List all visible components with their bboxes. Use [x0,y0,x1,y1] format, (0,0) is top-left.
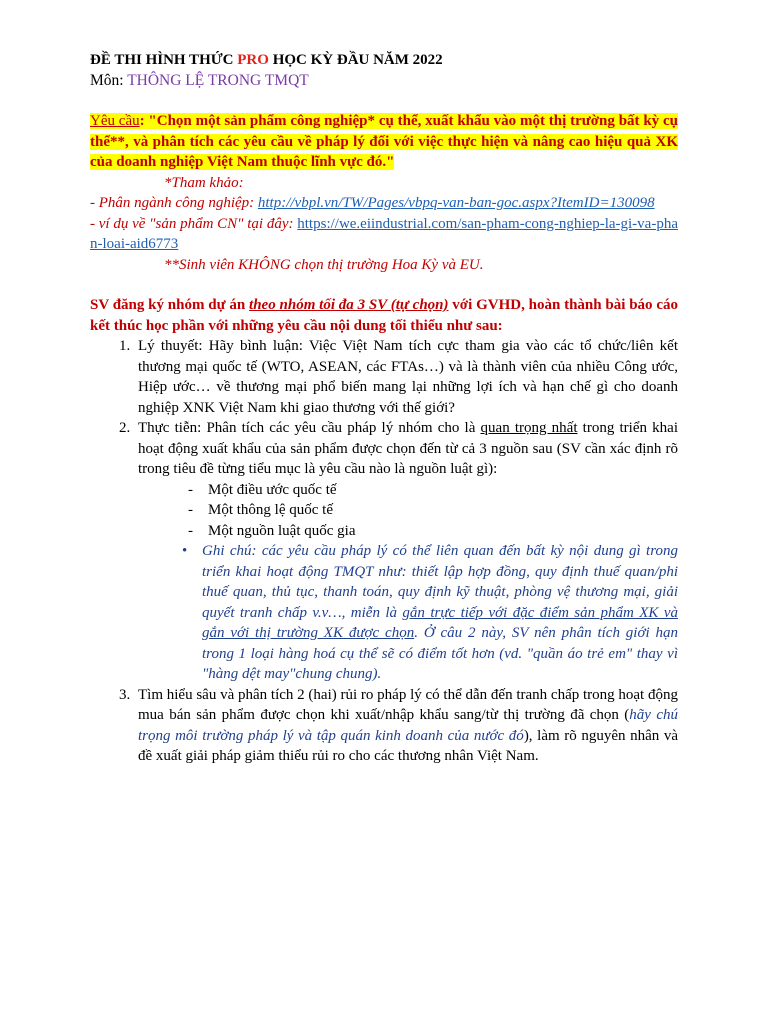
subject-line [90,71,678,92]
exam-title [90,50,678,71]
requirements-list [90,336,678,767]
list-item [134,685,678,767]
requirement-text: : "Chọn một sản phẩm công nghiệp* cụ thể, xuất khẩu vào một thị trường bất kỳ cụ thể**, và phân tích các yêu cầu về pháp lý đối với việc thực hiện và nâng cao hiệu quả XK của doanh nghiệp Việt Nam thuộc lĩnh vực đó." [90,113,678,170]
item-3-text-end: ), làm rõ nguyên nhân và đề xuất giải pháp giảm thiểu rủi ro cho các thương nhân Việt Nam. [138,727,678,764]
title-text-end: HỌC KỲ ĐẦU NĂM 2022 [268,52,443,68]
item-1-text: Lý thuyết: Hãy bình luận: Việc Việt Nam tích cực tham gia vào các tổ chức/liên kết thương mại quốc tế (WTO, ASEAN, các FTAs…) và là thành viên của nhiều Công ước, Hiệp ước… về thương mại phổ biến mang lại những lợi ích và hạn chế gì cho doanh nghiệp XNK Việt Nam khi giao thương với thế giới? [138,338,678,416]
market-note: **Sinh viên KHÔNG chọn thị trường Hoa Kỳ và EU. [164,256,484,273]
list-item [134,418,678,685]
reference-item-2-label: - ví dụ về "sản phẩm CN" tại đây: [90,215,298,232]
list-item: - Một nguồn luật quốc gia [188,521,678,542]
note-underline: gắn trực tiếp với đặc điểm sản phẩm XK và gắn với thị trường XK được chọn [202,604,678,641]
list-item: - Một điều ước quốc tế [188,480,678,501]
item-2-text-end: trong triển khai hoạt động xuất khẩu của sản phẩm được chọn đến từ cả 3 nguồn sau (SV cần xác định rõ trong tiêu đề từng tiểu mục là yêu cầu nào là nguồn luật gì): [138,420,678,477]
registration-text-end: với GVHD, hoàn thành bài báo cáo kết thúc học phần với những yêu cầu nội dung tối thiểu như sau: [90,297,678,334]
note-item [182,541,678,685]
note-text-end: . Ở câu 2 này, SV nên phân tích giới hạn trong 1 loại hàng hoá cụ thể sẽ có điểm tốt hơn (vd. "quần áo trẻ em" thay vì "hàng dệt may"chung chung). [202,625,679,682]
reference-item-1 [90,193,678,214]
title-text: ĐỀ THI HÌNH THỨC [90,52,238,68]
reference-link-2[interactable]: https://we.eiindustrial.com/san-pham-cong-nghiep-la-gi-va-phan-loai-aid6773 [90,215,678,252]
reference-link-1[interactable]: http://vbpl.vn/TW/Pages/vbpq-van-ban-goc.aspx?ItemID=130098 [257,195,655,211]
item-3-text: Tìm hiểu sâu và phân tích 2 (hai) rủi ro pháp lý có thể dẫn đến tranh chấp trong hoạt động mua bán sản phẩm được chọn khi xuất/nhập khẩu sang/từ thị trường đã chọn ( [138,686,678,723]
requirement-paragraph [90,111,678,173]
list-item: - Một thông lệ quốc tế [188,500,678,521]
item-2-text: Thực tiễn: Phân tích các yêu cầu pháp lý nhóm cho là [138,420,481,436]
source-list [138,480,678,542]
item-2-underline: quan trọng nhất [480,420,578,436]
title-pro: PRO [237,52,269,68]
note-text: Ghi chú: các yêu cầu pháp lý có thể liên quan đến bất kỳ nội dung gì trong triển khai hoạt động TMQT như: thiết lập hợp đồng, quy định thuế quan/phi thuế quan, thủ tục, thanh toán, quy định kỹ thuật, phòng vệ thương mại, giải quyết tranh chấp v.v…, miễn là [202,543,678,621]
requirement-label: Yêu cầu [90,113,140,129]
registration-text: SV đăng ký nhóm dự án [90,297,250,313]
note-list [138,541,678,685]
registration-paragraph [90,295,678,336]
subject-label: Môn: [90,71,128,89]
list-item [134,336,678,418]
registration-emphasis: theo nhóm tối đa 3 SV (tự chọn) [249,297,449,313]
reference-item-2 [90,214,678,255]
subject-name: THÔNG LỆ TRONG TMQT [127,71,309,89]
reference-title: *Tham khảo: [164,174,244,191]
item-3-emphasis: hãy chú trọng môi trường pháp lý và tập quán kinh doanh của nước đó [138,707,678,744]
reference-item-1-label: - Phân ngành công nghiệp: [90,195,258,211]
